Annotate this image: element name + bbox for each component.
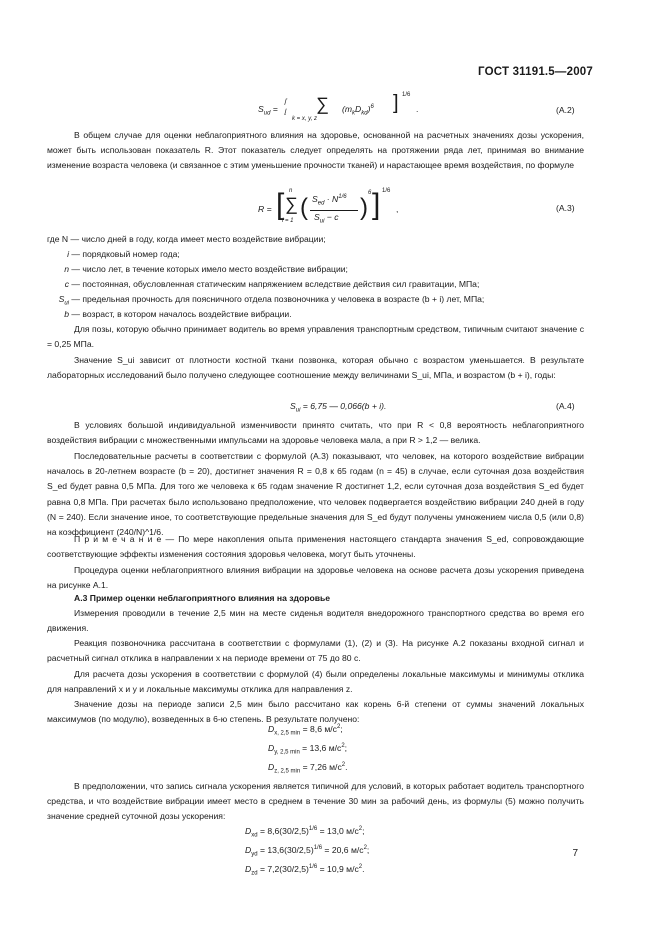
paragraph-bone-density: Значение S_ui зависит от плотности костной ткани позвонка, которая обычно с возрастом уменьшается. В результате лабораторных исследований было получено следующее соотношение между величинами S_ui, МПа, и возрастом (b + i), годы: — [47, 355, 584, 381]
paragraph-daily-dose: В предположении, что запись сигнала ускорения является типичной для условий, в которых работает водитель транспортного средства, и что воздействие вибрации имеет место в среднем в течение 30 мин за рабочий день, из формулы (5) можно получить значение средней суточной дозы ускорения: — [47, 781, 584, 822]
equation-a2-number: (A.2) — [556, 105, 575, 115]
definition-item: c — постоянная, обусловленная статическим напряжением вследствие действия сил гравитации, МПа; — [64, 279, 480, 289]
paragraph-procedure: Процедура оценки неблагоприятного влияния вибрации на здоровье человека на основе расчета дозы ускорения приведена на рисунке A.1. — [47, 565, 584, 591]
definition-item: n — число лет, в течение которых имело место воздействие вибрации; — [64, 264, 348, 274]
section-title-a3: A.3 Пример оценки неблагоприятного влияния на здоровье — [74, 593, 331, 603]
definition-item: i — порядковый номер года; — [67, 249, 180, 259]
equation-a3-number: (A.3) — [556, 203, 575, 213]
paragraph-measurements: Измерения проводили в течение 2,5 мин на месте сиденья водителя внедорожного транспортного средства во время его движения. — [47, 608, 584, 634]
equation-a4-number: (A.4) — [556, 401, 575, 411]
dose-measured-y: $D_{y, 2,5 min} = 13,6$ $м/с^2$; — [268, 743, 348, 756]
dose-daily-x: $D_{xd} = 8,6(30/2,5)^{1/6} = 13,0$ $м/с^2$; — [245, 826, 365, 839]
paragraph-dose-value: Значение дозы на периоде записи 2,5 мин было рассчитано как корень 6-й степени от суммы значений локальных максимумов (по модулю), возведенных в 6-ю степень. В результате получено: — [47, 699, 584, 725]
paragraph-posture: Для позы, которую обычно принимает водитель во время управления транспортным средством, типичным считают значение c = 0,25 МПа. — [47, 324, 584, 350]
paragraph-general-case: В общем случае для оценки неблагоприятного влияния на здоровье, основанной на расчетных значениях дозы ускорения, может быть использован показатель R. Этот показатель следует определять на протяжении ряда лет, принимая во внимание изменение возраста человека (и связанное с этим уменьшение прочности тканей) и нарастающее время воздействия, по формуле — [47, 130, 584, 171]
note: П р и м е ч а н и е — По мере накопления опыта применения настоящего стандарта значения S_ed, сопровождающие соответствующие эффекты изменения состояния здоровья человека, могут быть уточнены. — [47, 534, 584, 560]
definition-item: b — возраст, в котором началось воздействие вибрации. — [64, 309, 292, 319]
paragraph-variability: В условиях большой индивидуальной изменчивости принято считать, что при R < 0,8 вероятность неблагоприятного воздействия вибрации с множественными импульсами на здоровье человека мала, а при R > 1,2 — велика. — [47, 420, 584, 446]
standard-header: ГОСТ 31191.5—2007 — [478, 66, 593, 78]
page-number: 7 — [572, 848, 578, 859]
paragraph-dose-calculation: Для расчета дозы ускорения в соответствии с формулой (4) были определены локальные максимумы и минимумы отклика для направлений x и y и локальные максимумы отклика для направления z. — [47, 669, 584, 695]
document-page: ГОСТ 31191.5—2007 $S_{ud}$ = ⌈ ⌊ ∑ k = x, y, z $(m_kD_{kd})^6$ ] 1/6 . (A.2) В общем случае для оценки неблагоприятного влияния на здоровье, основанной на расчетных значениях дозы ускорения, может быть использован показатель R. Этот показатель следует определять на протяжении ряда лет, принимая во внимание изменение возраста человека (и связанное с этим уменьшение прочности тканей) и нарастающее время воздействия, по формуле R = [ n ∑ i = 1 ( $S_{ed} \cdot N^{1/6}$ $S_{ui} - c$ ) 6 ] 1/6 , (A.3) где N — число дней в году, когда имеет место воздействие вибрации; i — порядковый номер года; n — число лет, в течение которых имело место воздействие вибрации; c — постоянная, обусловленная статическим напряжением вследствие действия сил гравитации, МПа; $S_{ui}$ — предельная прочность для поясничного отдела позвоночника у человека в возрасте (b + i) лет, МПа; b — возраст, в котором началось воздействие вибрации. Для позы, которую обычно принимает водитель во время управления транспортным средством, типичным считают значение c = 0,25 МПа. Значение S_ui зависит от плотности костной ткани позвонка, которая обычно с возрастом уменьшается. В результате лабораторных исследований было получено следующее соотношение между величинами S_ui, МПа, и возрастом (b + i), годы: $S_{ui} = 6,75$ — 0,066(b + i). (A.4) В условиях большой индивидуальной изменчивости принято считать, что при R < 0,8 вероятность неблагоприятного воздействия вибрации с множественными импульсами на здоровье человека мала, а при R > 1,2 — велика. Последовательные расчеты в соответствии с формулой (A.3) показывают, что человек, на которого воздействие вибрации началось в 20-летнем возрасте (b = 20), достигнет значения R = 0,8 к 65 годам (n = 45) в случае, если суточная доза воздействия S_ed будет равна 0,5 МПа. Для того же человека к 65 годам значение R достигнет 1,2, если суточная доза воздействия S_ed будет равна 0,8 МПа. При расчетах было использовано предположение, что человек подвергается воздействию вибрации 240 дней в году (N = 240). Если значение иное, то соответствующие предельные значения для S_ed будут получены умножением числа 0,5 (или 0,8) на коэффициент (240/N)^1/6. П р и м е ч а н и е — По мере накопления опыта применения настоящего стандарта значения S_ed, сопровождающие соответствующие эффекты изменения состояния здоровья человека, могут быть уточнены. Процедура оценки неблагоприятного влияния вибрации на здоровье человека на основе расчета дозы ускорения приведена на рисунке A.1. A.3 Пример оценки неблагоприятного влияния на здоровье Измерения проводили в течение 2,5 мин на месте сиденья водителя внедорожного транспортного средства во время его движения. Реакция позвоночника рассчитана в соответствии с формулами (1), (2) и (3). На рисунке A.2 показаны входной сигнал и расчетный сигнал отклика в направлении x на периоде времени от 75 до 80 с. Для расчета дозы ускорения в соответствии с формулой (4) были определены локальные максимумы и минимумы отклика для направлений x и y и локальные максимумы отклика для направления z. Значение дозы на периоде записи 2,5 мин было рассчитано как корень 6-й степени от суммы значений локальных максимумов (по модулю), возведенных в 6-ю степень. В результате получено: $D_{x, 2,5 min} = 8,6$ $м/с^2$; $D_{y, 2,5 min} = 13,6$ $м/с^2$; $D_{z, 2,5 min} = 7,26$ $м/с^2$. В предположении, что запись сигнала ускорения является типичной для условий, в которых работает водитель транспортного средства, и что воздействие вибрации имеет место в среднем в течение 30 мин за рабочий день, из формулы (5) можно получить значение средней суточной дозы ускорения: $D_{xd} = 8,6(30/2,5)^{1/6} = 13,0$ $м/с^2$; $D_{yd} = 13,6(30/2,5)^{1/6} = 20,6$ $м/с^2$; $D_{zd} = 7,2(30/2,5)^{1/6} = 10,9$ $м/с^2$. 7 — [47, 66, 593, 877]
dose-measured-z: $D_{z, 2,5 min} = 7,26$ $м/с^2$. — [268, 762, 348, 775]
equation-a4: $S_{ui} = 6,75$ — 0,066(b + i). — [290, 401, 387, 414]
paragraph-calculations: Последовательные расчеты в соответствии с формулой (A.3) показывают, что человек, на которого воздействие вибрации началось в 20-летнем возрасте (b = 20), достигнет значения R = 0,8 к 65 годам (n = 45) в случае, если суточная доза воздействия S_ed будет равна 0,5 МПа. Для того же человека к 65 годам значение R достигнет 1,2, если суточная доза воздействия S_ed будет равна 0,8 МПа. При расчетах было использовано предположение, что человек подвергается воздействию вибрации 240 дней в году (N = 240). Если значение иное, то соответствующие предельные значения для S_ed будут получены умножением числа 0,5 (или 0,8) на коэффициент (240/N)^1/6. — [47, 451, 584, 538]
definition-item: где N — число дней в году, когда имеет место воздействие вибрации; — [47, 234, 326, 244]
dose-measured-x: $D_{x, 2,5 min} = 8,6$ $м/с^2$; — [268, 724, 343, 737]
dose-daily-z: $D_{zd} = 7,2(30/2,5)^{1/6} = 10,9$ $м/с^2$. — [245, 864, 365, 877]
paragraph-spine-response: Реакция позвоночника рассчитана в соответствии с формулами (1), (2) и (3). На рисунке A.2 показаны входной сигнал и расчетный сигнал отклика в направлении x на периоде времени от 75 до 80 с. — [47, 638, 584, 664]
dose-daily-y: $D_{yd} = 13,6(30/2,5)^{1/6} = 20,6$ $м/с^2$; — [245, 845, 370, 858]
definition-item: $S_{ui}$ — предельная прочность для поясничного отдела позвоночника у человека в возрасте (b + i) лет, МПа; — [58, 294, 485, 307]
equation-a3: R = [ n ∑ i = 1 ( $S_{ed} \cdot N^{1/6}$ $S_{ui} - c$ ) 6 ] 1/6 , — [258, 188, 399, 225]
